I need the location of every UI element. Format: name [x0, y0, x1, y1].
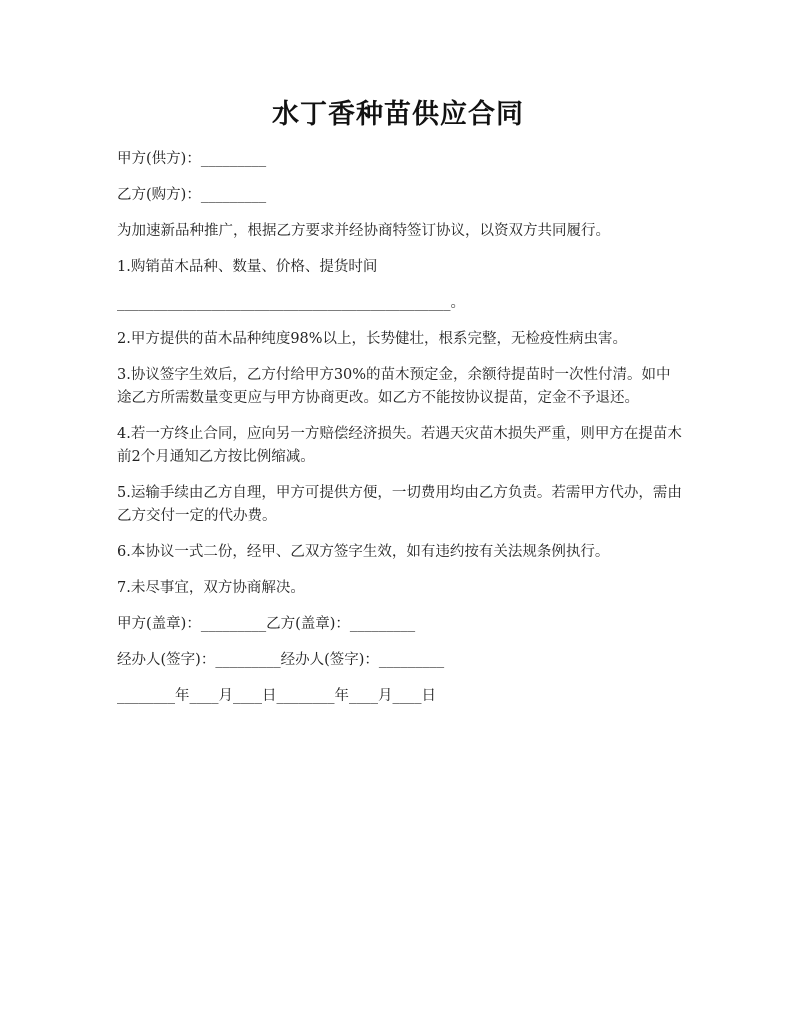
intro-paragraph: 为加速新品种推广，根据乙方要求并经协商特签订协议，以资双方共同履行。: [117, 223, 610, 239]
date-line: ________年____月____日________年____月____日: [117, 688, 436, 704]
party-a-line: 甲方(供方)：_________: [117, 151, 267, 167]
clause-1-blank-line: ______________________________________________。: [117, 295, 465, 311]
clause-7: 7.未尽事宜，双方协商解决。: [117, 580, 305, 596]
clause-6: 6.本协议一式二份，经甲、乙双方签字生效，如有违约按有关法规条例执行。: [117, 544, 610, 560]
seal-line: 甲方(盖章)：_________乙方(盖章)：_________: [117, 616, 416, 632]
clause-3: 3.协议签字生效后，乙方付给甲方30%的苗木预定金，余额待提苗时一次性付清。如中途乙方所需数量变更应与甲方协商更改。如乙方不能按协议提苗，定金不予退还。: [117, 367, 671, 406]
clause-1: 1.购销苗木品种、数量、价格、提货时间: [117, 259, 378, 275]
party-b-line: 乙方(购方)：_________: [117, 187, 267, 203]
clause-2: 2.甲方提供的苗木品种纯度98%以上，长势健壮，根系完整，无检疫性病虫害。: [117, 331, 628, 347]
document-body: [117, 148, 683, 721]
clause-4: 4.若一方终止合同，应向另一方赔偿经济损失。若遇天灾苗木损失严重，则甲方在提苗木前2个月通知乙方按比例缩减。: [117, 426, 682, 465]
signer-line: 经办人(签字)：_________经办人(签字)：_________: [117, 652, 445, 668]
clause-5: 5.运输手续由乙方自理，甲方可提供方便，一切费用均由乙方负责。若需甲方代办，需由乙方交付一定的代办费。: [117, 485, 682, 524]
document-title: 水丁香种苗供应合同: [272, 99, 524, 130]
